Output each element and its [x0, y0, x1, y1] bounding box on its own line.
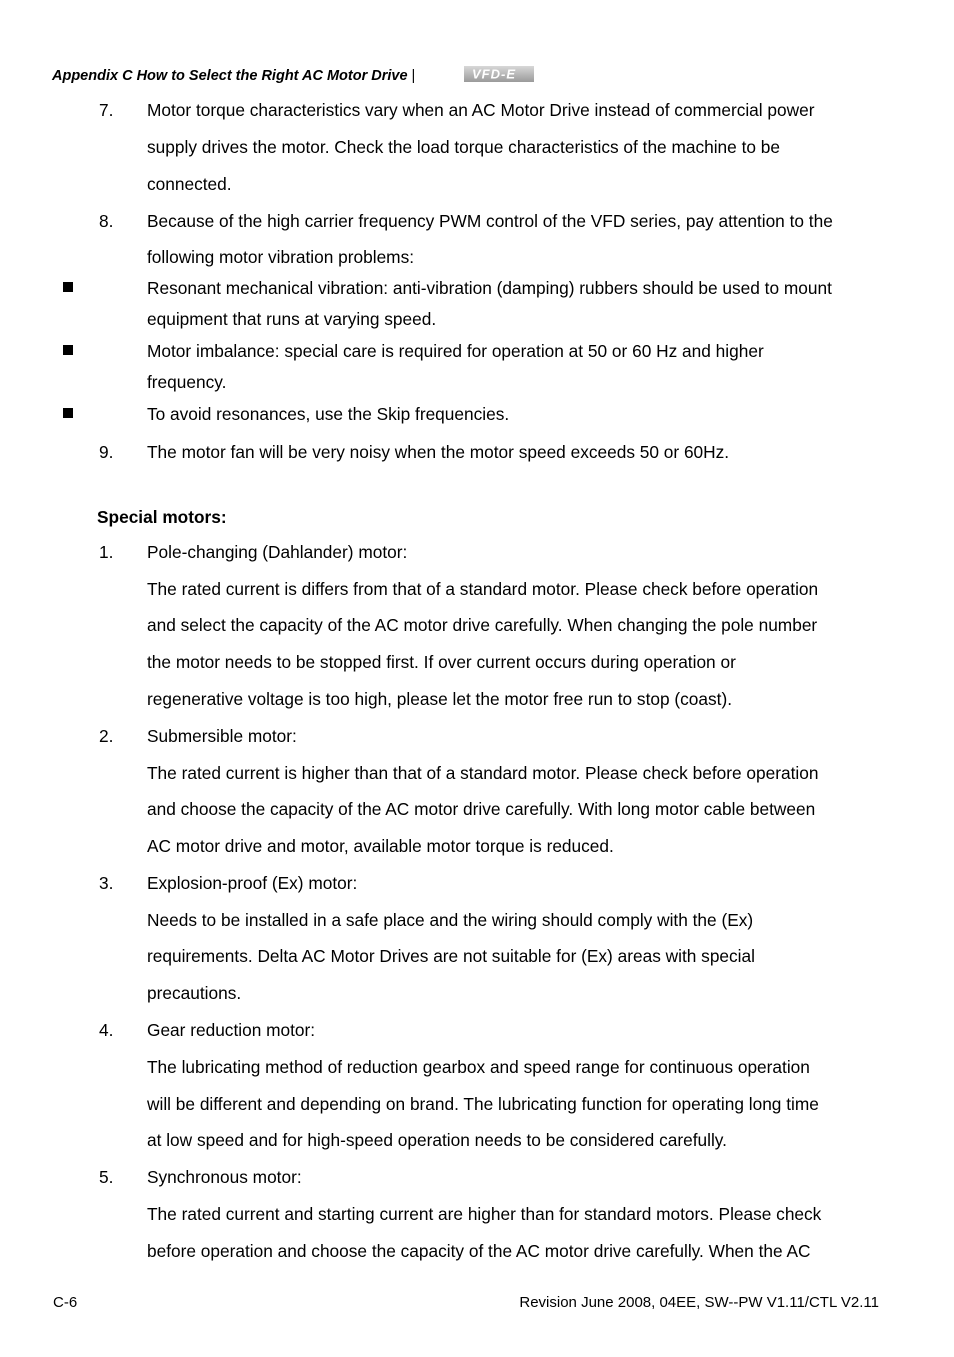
header-separator: |: [411, 68, 416, 84]
header-title: Appendix C How to Select the Right AC Motor Drive: [52, 68, 408, 84]
special-motors-heading: Special motors:: [97, 507, 227, 527]
special-item-number: 5.: [99, 1167, 114, 1187]
special-item-line: precautions.: [147, 983, 242, 1003]
special-item-number: 1.: [99, 542, 114, 562]
special-item-line: before operation and choose the capacity of the AC motor drive carefully. When the AC: [147, 1241, 811, 1261]
special-item-number: 4.: [99, 1020, 114, 1040]
bullet-line: frequency.: [147, 372, 227, 392]
special-item-title: Synchronous motor:: [147, 1167, 302, 1187]
bullet-square-icon: [63, 282, 73, 292]
special-item-line: The lubricating method of reduction gearbox and speed range for continuous operation: [147, 1057, 810, 1077]
special-item-line: The rated current is differs from that of a standard motor. Please check before operation: [147, 579, 819, 599]
special-item-line: will be different and depending on brand. The lubricating function for operating long time: [147, 1094, 819, 1114]
revision-info: Revision June 2008, 04EE, SW--PW V1.11/CTL V2.11: [519, 1294, 879, 1311]
vfd-e-logo: [464, 66, 534, 82]
special-item-title: Gear reduction motor:: [147, 1020, 316, 1040]
special-item-title: Pole-changing (Dahlander) motor:: [147, 542, 408, 562]
item-7-line: connected.: [147, 174, 232, 194]
running-header: [52, 68, 415, 84]
special-item-line: and select the capacity of the AC motor drive carefully. When changing the pole number: [147, 615, 818, 635]
special-item-line: Needs to be installed in a safe place and the wiring should comply with the (Ex): [147, 910, 754, 930]
bullet-line: Resonant mechanical vibration: anti-vibration (damping) rubbers should be used to mount: [147, 278, 832, 298]
item-8-line: following motor vibration problems:: [147, 247, 415, 267]
item-7-line: supply drives the motor. Check the load torque characteristics of the machine to be: [147, 137, 781, 157]
item-9-line: The motor fan will be very noisy when the motor speed exceeds 50 or 60Hz.: [147, 442, 730, 462]
special-item-line: the motor needs to be stopped first. If over current occurs during operation or: [147, 652, 736, 672]
bullet-line: Motor imbalance: special care is required for operation at 50 or 60 Hz and higher: [147, 341, 764, 361]
bullet-line: To avoid resonances, use the Skip frequencies.: [147, 404, 510, 424]
item-7-number: 7.: [99, 100, 114, 120]
special-item-number: 3.: [99, 873, 114, 893]
item-8-number: 8.: [99, 211, 114, 231]
item-7-line: Motor torque characteristics vary when an AC Motor Drive instead of commercial power: [147, 100, 815, 120]
special-item-line: regenerative voltage is too high, please let the motor free run to stop (coast).: [147, 689, 733, 709]
svg-text:VFD-E: VFD-E: [472, 66, 516, 82]
special-item-line: at low speed and for high-speed operation needs to be considered carefully.: [147, 1130, 727, 1150]
special-item-line: and choose the capacity of the AC motor drive carefully. With long motor cable between: [147, 799, 816, 819]
special-item-line: The rated current and starting current are higher than for standard motors. Please check: [147, 1204, 822, 1224]
bullet-square-icon: [63, 408, 73, 418]
item-8-line: Because of the high carrier frequency PWM control of the VFD series, pay attention to the: [147, 211, 833, 231]
page-number: C-6: [53, 1294, 78, 1311]
special-item-title: Submersible motor:: [147, 726, 297, 746]
special-item-line: AC motor drive and motor, available motor torque is reduced.: [147, 836, 614, 856]
bullet-square-icon: [63, 345, 73, 355]
special-item-line: requirements. Delta AC Motor Drives are not suitable for (Ex) areas with special: [147, 946, 755, 966]
special-item-line: The rated current is higher than that of a standard motor. Please check before operation: [147, 763, 819, 783]
special-item-number: 2.: [99, 726, 114, 746]
bullet-line: equipment that runs at varying speed.: [147, 309, 437, 329]
special-item-title: Explosion-proof (Ex) motor:: [147, 873, 358, 893]
item-9-number: 9.: [99, 442, 114, 462]
